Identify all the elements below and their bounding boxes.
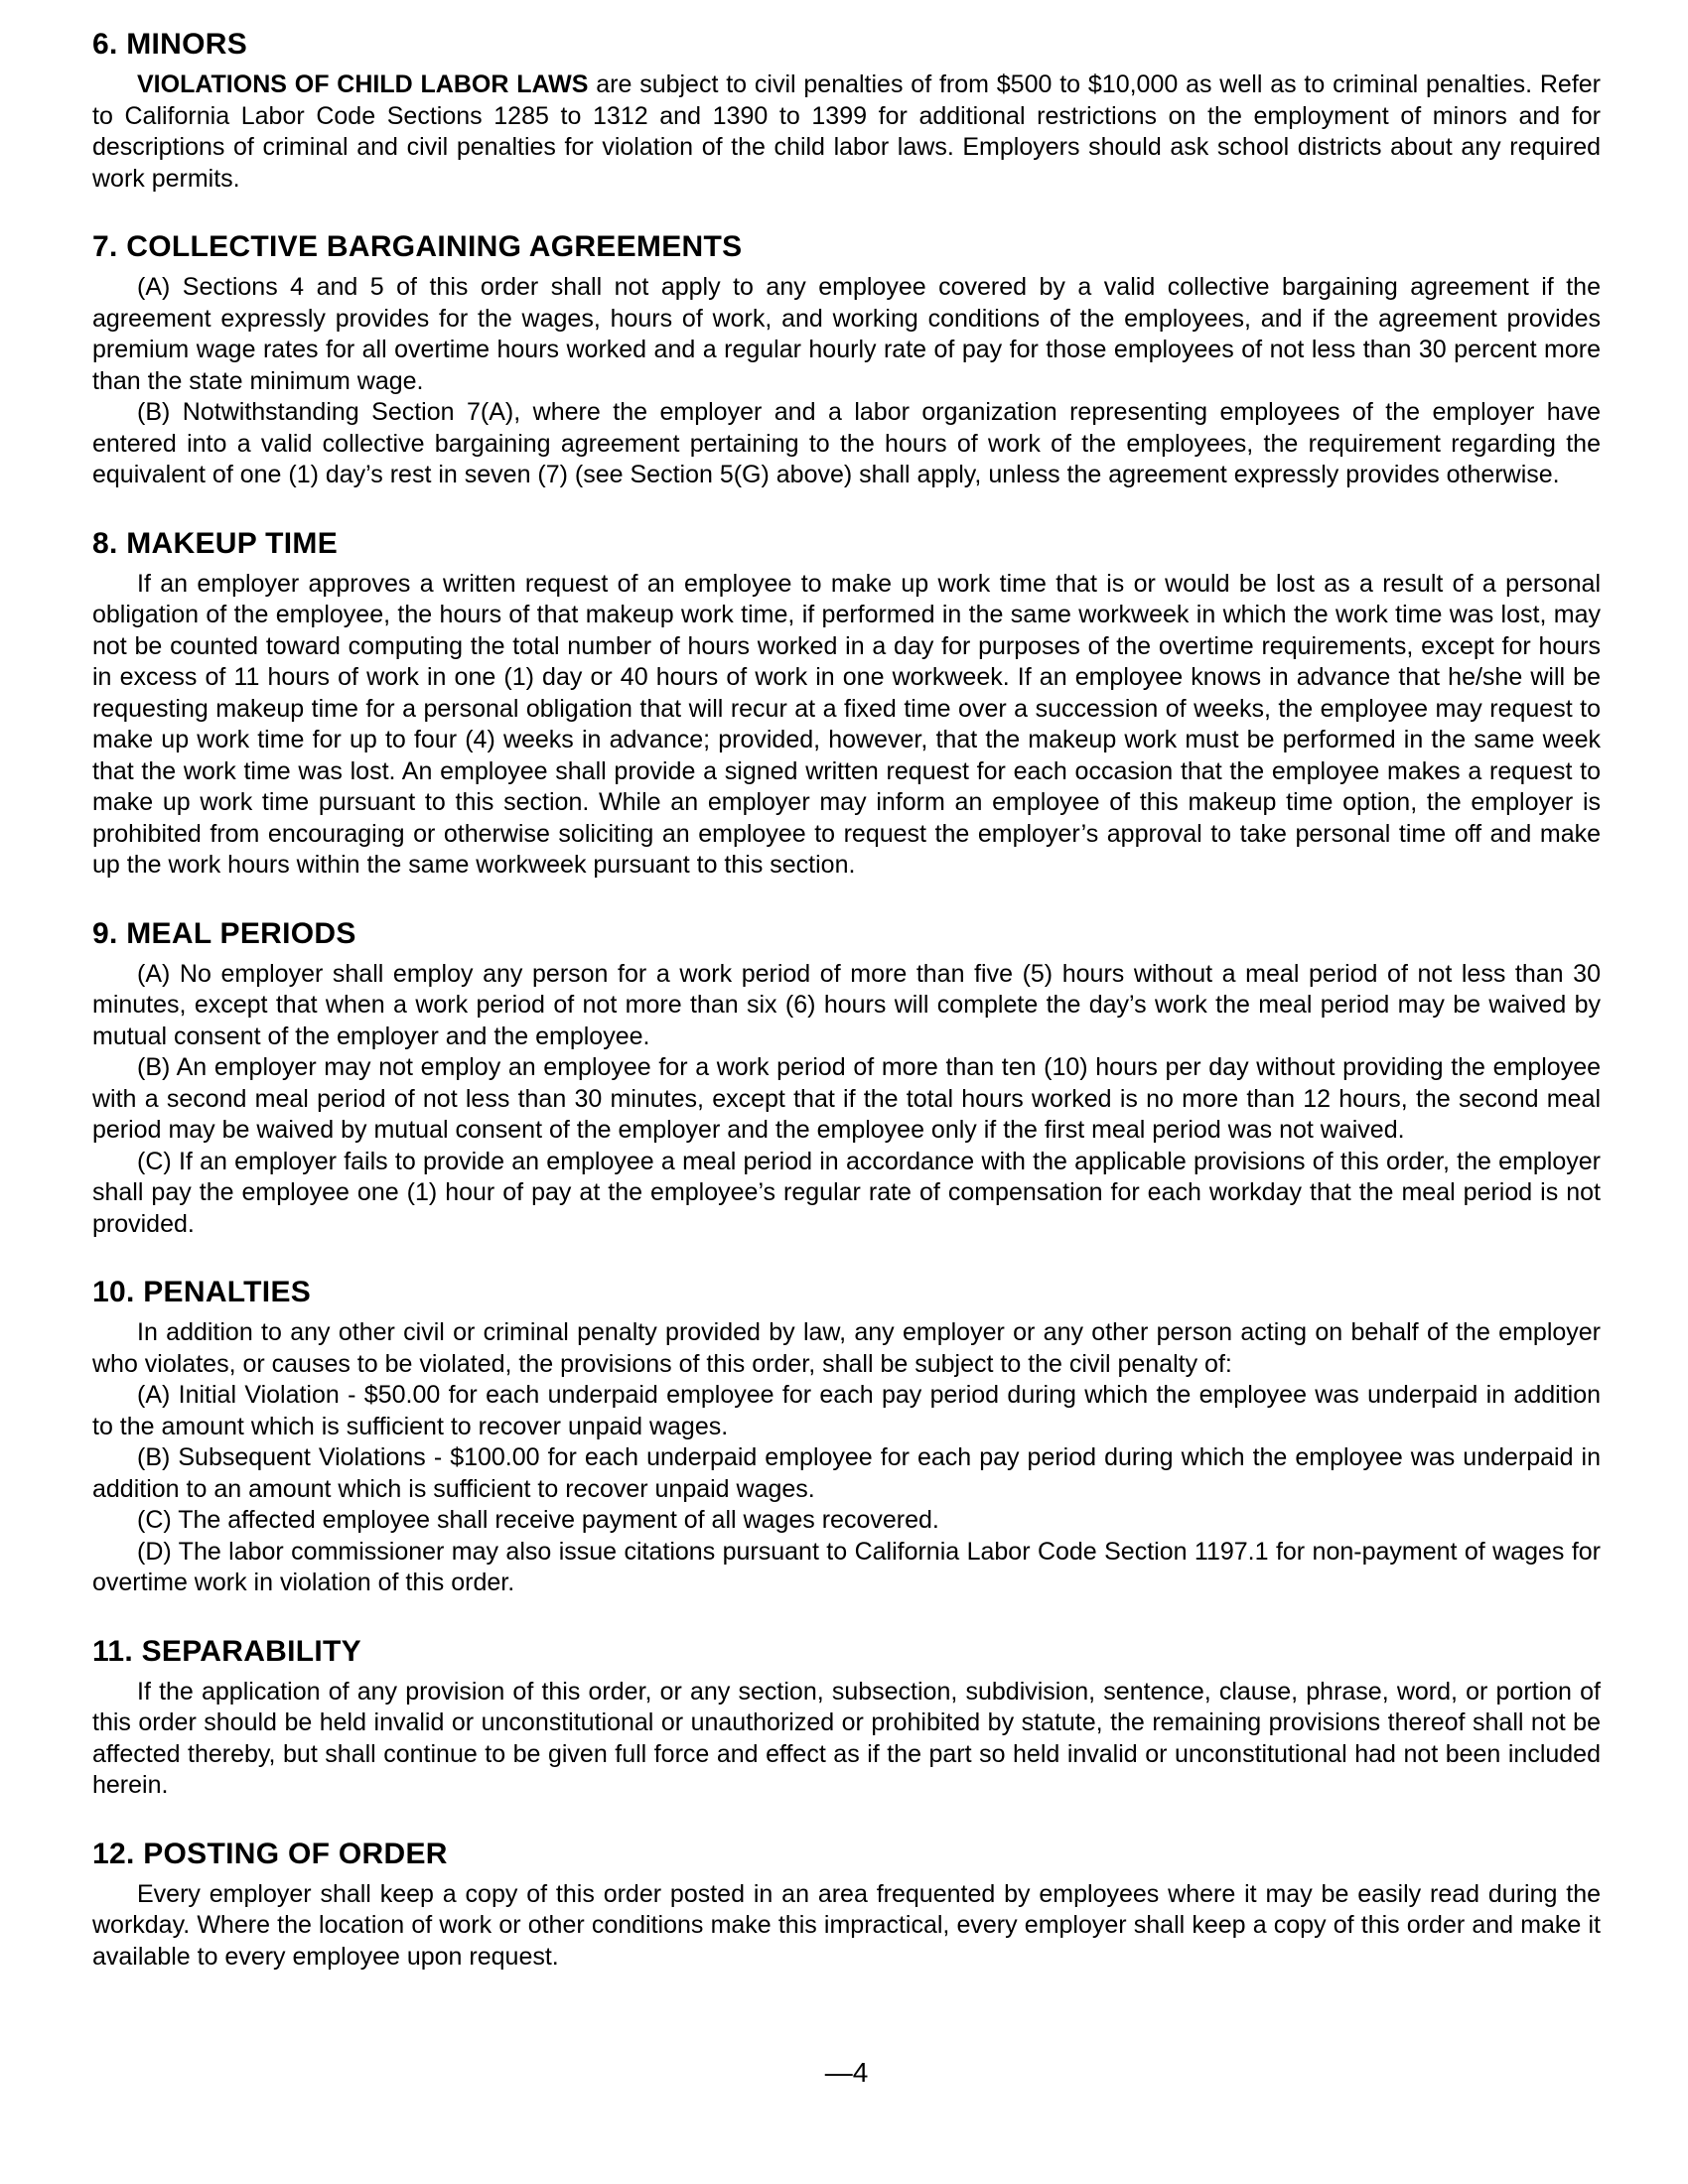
paragraph-text: are subject to civil penalties of from $500 to $10,000 as well as to criminal penalties. Refer to California Labor Code Sections 1285 to 1312 and 1390 to 1399 for additional restrictions on the employment of minors and for descriptions of criminal and civil penalties for violation of the child labor laws. Employers should ask school districts about any required work permits. <box>92 70 1602 193</box>
paragraph: (A) Initial Violation - $50.00 for each underpaid employee for each pay period during which the employee was underpaid in addition to the amount which is sufficient to recover unpaid wages. <box>92 1381 1601 1440</box>
section-heading: 11. SEPARABILITY <box>92 1634 361 1668</box>
section-collective-bargaining-agreements <box>92 228 1601 491</box>
section-separability <box>92 1633 1601 1802</box>
paragraph: Every employer shall keep a copy of this order posted in an area frequented by employees where it may be easily read during the workday. Where the location of work or other conditions make this impractical, every employer shall keep a copy of this order and make it available to every employee upon request. <box>92 1879 1601 1971</box>
paragraph: (B) Notwithstanding Section 7(A), where the employer and a labor organization representing employees of the employer have entered into a valid collective bargaining agreement pertaining to the hours of work of the employees, the requirement regarding the equivalent of one (1) day’s rest in seven (7) (see Section 5(G) above) shall apply, unless the agreement expressly provides otherwise. <box>92 398 1601 488</box>
section-minors <box>92 26 1601 195</box>
paragraph: (A) Sections 4 and 5 of this order shall not apply to any employee covered by a valid collective bargaining agreement if the agreement expressly provides for the wages, hours of work, and working conditions of the employees, and if the agreement provides premium wage rates for all overtime hours worked and a regular hourly rate of pay for those employees of not less than 30 percent more than the state minimum wage. <box>92 273 1601 395</box>
paragraph: If the application of any provision of this order, or any section, subsection, subdivision, sentence, clause, phrase, word, or portion of this order should be held invalid or unconstitutional or unauthorized or prohibited by statute, the remaining provisions thereof shall not be affected thereby, but shall continue to be given full force and effect as if the part so held invalid or unconstitutional had not been included herein. <box>92 1677 1601 1799</box>
section-heading: 10. PENALTIES <box>92 1276 312 1308</box>
section-heading: 6. MINORS <box>92 28 248 61</box>
section-heading: 9. MEAL PERIODS <box>92 916 356 950</box>
paragraph: (C) The affected employee shall receive payment of all wages recovered. <box>137 1506 939 1534</box>
paragraph: (B) Subsequent Violations - $100.00 for each underpaid employee for each pay period during which the employee was underpaid in addition to an amount which is sufficient to recover unpaid wages. <box>92 1443 1601 1503</box>
paragraph: (A) No employer shall employ any person for a work period of more than five (5) hours without a meal period of not less than 30 minutes, except that when a work period of not more than six (6) hours will complete the day’s work the meal period may be waived by mutual consent of the employer and the employee. <box>92 959 1601 1050</box>
paragraph: In addition to any other civil or criminal penalty provided by law, any employer or any other person acting on behalf of the employer who violates, or causes to be violated, the provisions of this order, shall be subject to the civil penalty of: <box>92 1318 1601 1378</box>
section-makeup-time <box>92 525 1601 882</box>
paragraph: (C) If an employer fails to provide an employee a meal period in accordance with the applicable provisions of this order, the employer shall pay the employee one (1) hour of pay at the employee’s regular rate of compensation for each workday that the meal period is not provided. <box>92 1147 1601 1238</box>
section-posting-of-order <box>92 1836 1601 1974</box>
paragraph: If an employer approves a written request of an employee to make up work time that is or would be lost as a result of a personal obligation of the employee, the hours of that makeup work time, if performed in the same workweek in which the work time was lost, may not be counted toward computing the total number of hours worked in a day for purposes of the overtime requirements, except for hours in excess of 11 hours of work in one (1) day or 40 hours of work in one workweek. If an employee knows in advance that he/she will be requesting makeup time for a personal obligation that will recur at a fixed time over a succession of weeks, the employee may request to make up work time for up to four (4) weeks in advance; provided, however, that the makeup work must be performed in the same week that the work time was lost. An employee shall provide a signed written request for each occasion that the employee makes a request to make up work time pursuant to this section. While an employer may inform an employee of this makeup time option, the employer is prohibited from encouraging or otherwise soliciting an employee to request the employer’s approval to take personal time off and make up the work hours within the same workweek pursuant to this section. <box>92 569 1601 879</box>
section-penalties <box>92 1274 1601 1599</box>
section-heading: 7. COLLECTIVE BARGAINING AGREEMENTS <box>92 230 743 263</box>
paragraph: (B) An employer may not employ an employee for a work period of more than ten (10) hours per day without providing the employee with a second meal period of not less than 30 minutes, except that if the total hours worked is no more than 12 hours, the second meal period may be waived by mutual consent of the employer and the employee only if the first meal period was not waived. <box>92 1053 1601 1144</box>
section-heading: 12. POSTING OF ORDER <box>92 1837 448 1870</box>
section-heading: 8. MAKEUP TIME <box>92 526 339 560</box>
bold-lead-text: VIOLATIONS OF CHILD LABOR LAWS <box>137 70 589 98</box>
paragraph: (D) The labor commissioner may also issue citations pursuant to California Labor Code Section 1197.1 for non-payment of wages for overtime work in violation of this order. <box>92 1537 1601 1596</box>
paragraph <box>92 69 1601 195</box>
section-meal-periods <box>92 915 1601 1241</box>
page-number: —4 <box>824 2057 869 2088</box>
